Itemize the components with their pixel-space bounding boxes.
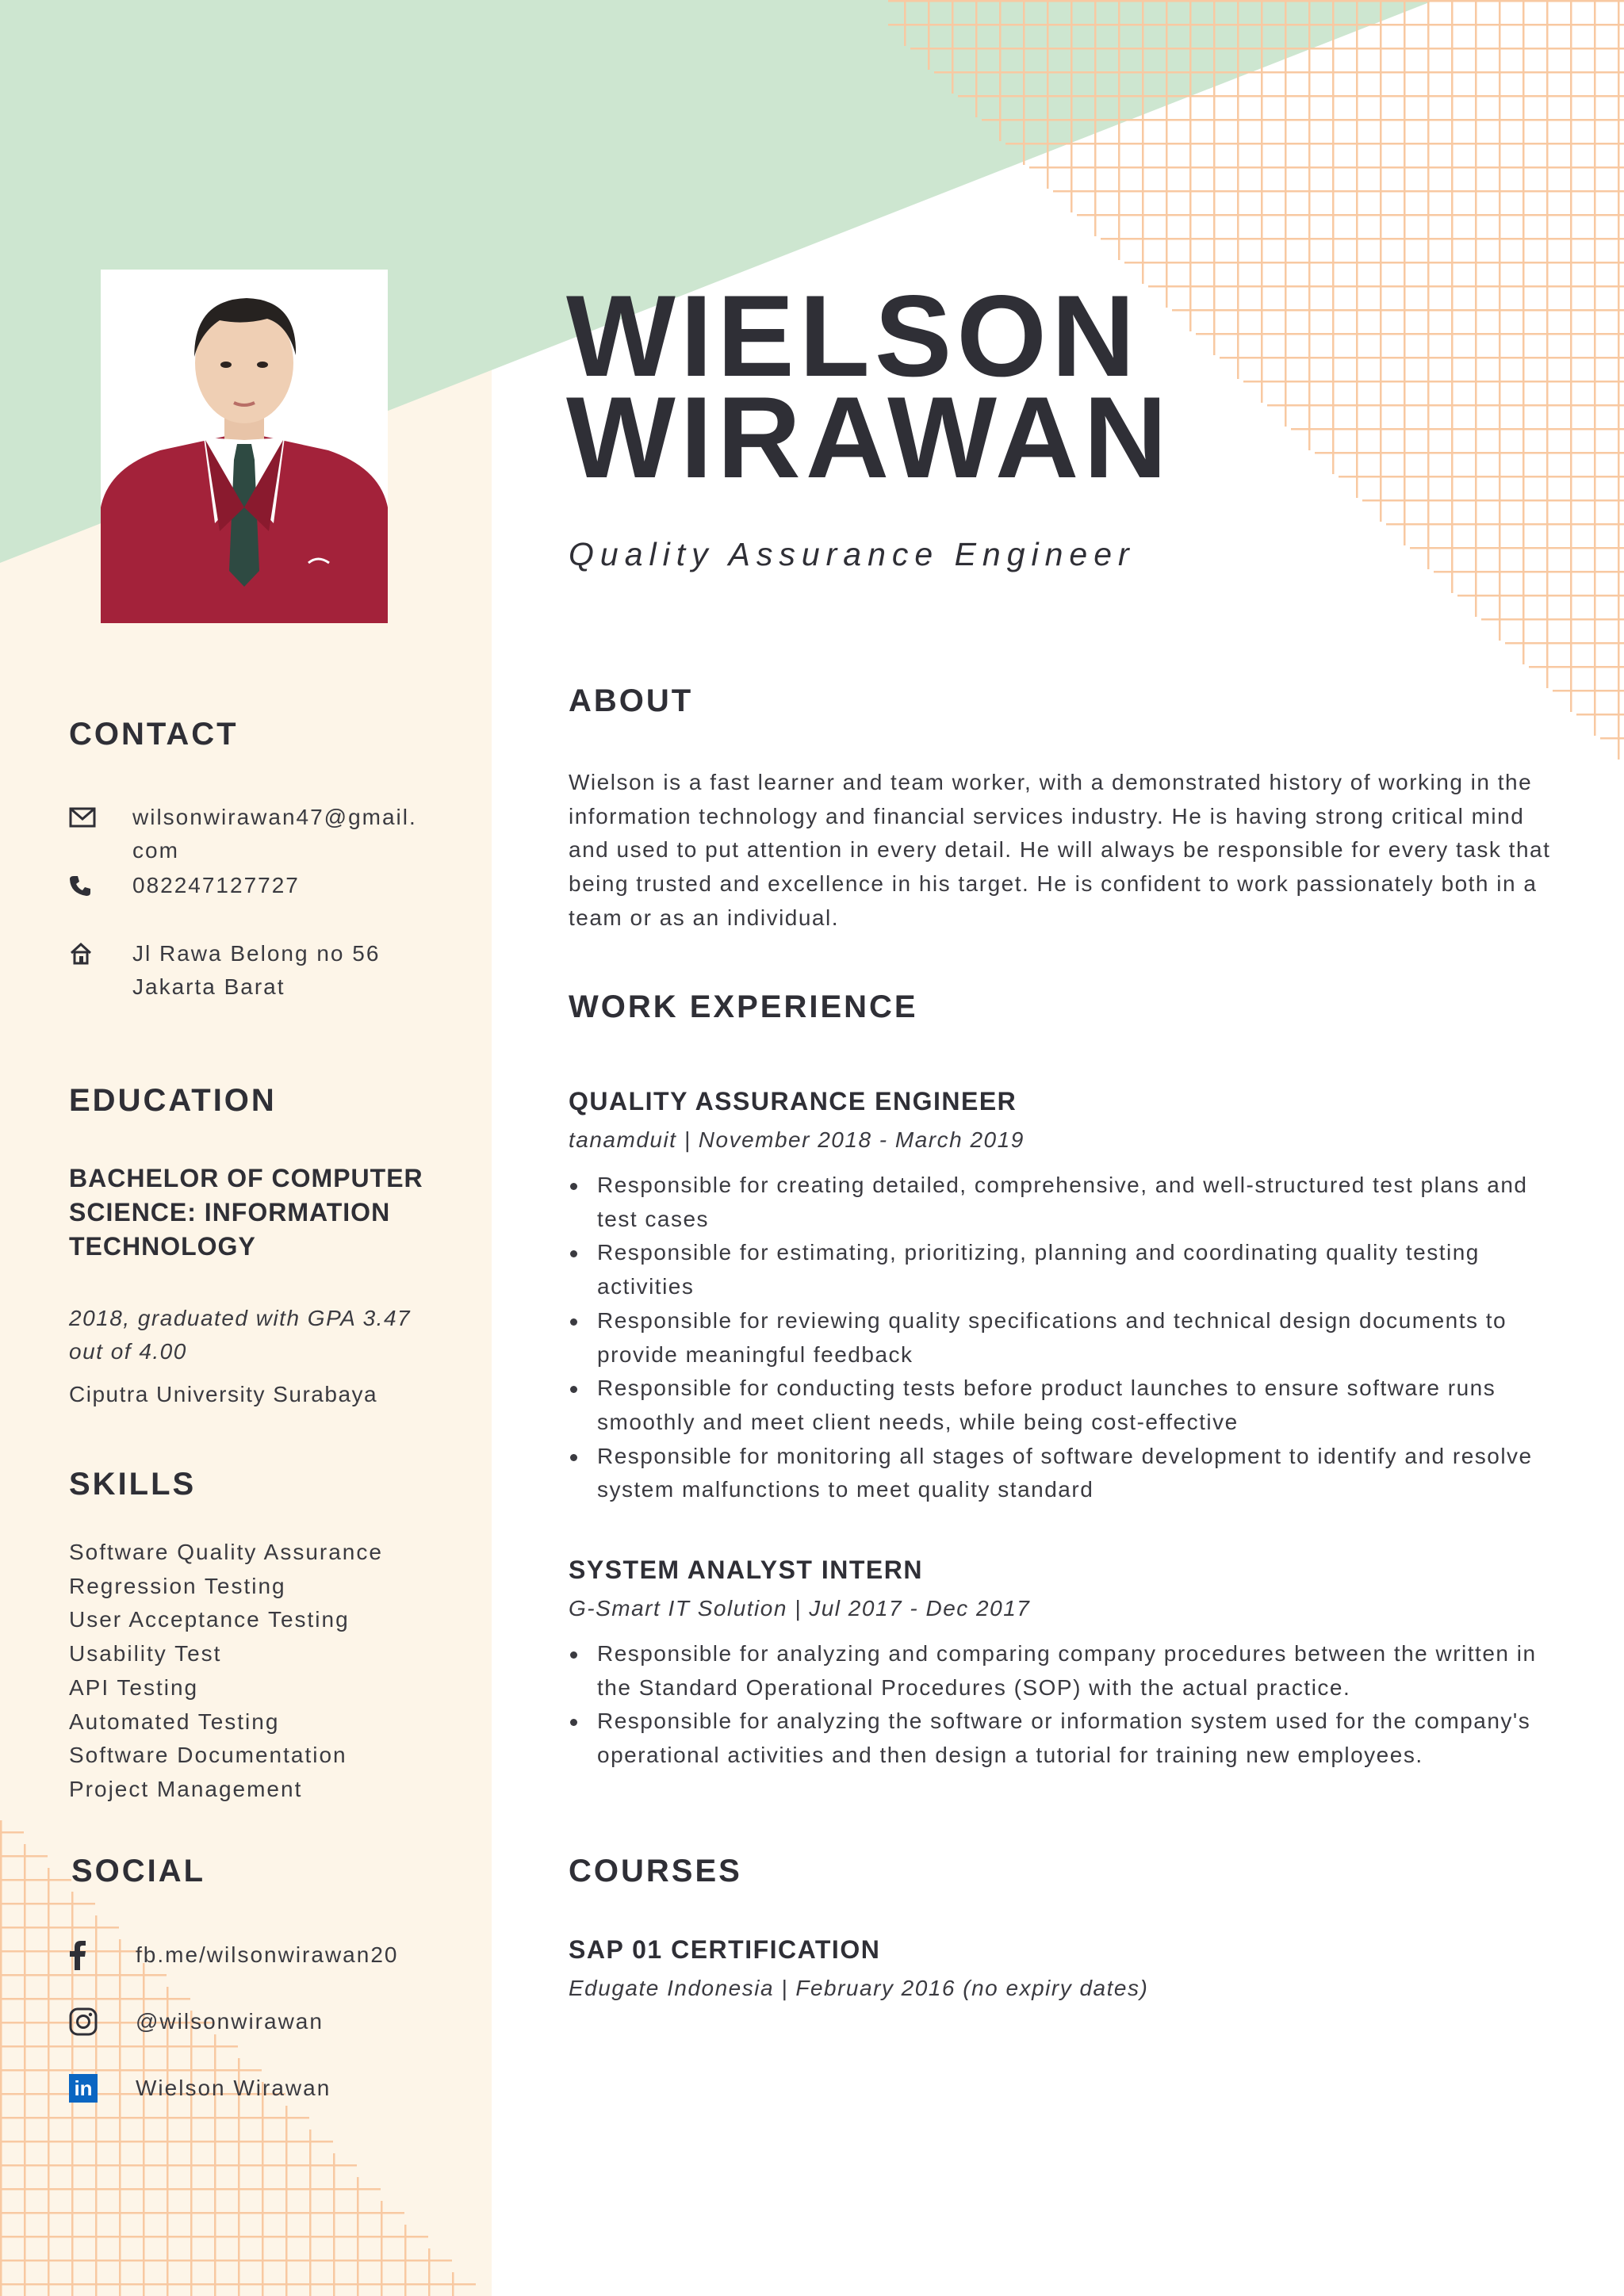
- contact-email[interactable]: [69, 801, 426, 867]
- job-1-meta: tanamduit | November 2018 - March 2019: [569, 1127, 1025, 1152]
- about-heading: ABOUT: [569, 683, 694, 718]
- job-2-bullets: [569, 1637, 1560, 1773]
- social-instagram[interactable]: [69, 2004, 324, 2039]
- phone-icon: [69, 869, 132, 902]
- work-experience-heading: WORK EXPERIENCE: [569, 989, 918, 1024]
- skill-item: Software Quality Assurance: [69, 1540, 383, 1564]
- facebook-text: fb.me/wilsonwirawan20: [136, 1942, 399, 1967]
- social-facebook[interactable]: [69, 1938, 398, 1973]
- instagram-icon: [69, 2004, 136, 2039]
- skill-item: API Testing: [69, 1674, 199, 1700]
- skills-list: [69, 1536, 383, 1807]
- job-2-meta: G-Smart IT Solution | Jul 2017 - Dec 2017: [569, 1596, 1031, 1621]
- contact-phone[interactable]: [69, 869, 300, 902]
- job-bullet: Responsible for monitoring all stages of software development to identify and resolve system malfunctions to meet quality standard: [569, 1440, 1560, 1507]
- skill-item: Regression Testing: [69, 1573, 286, 1598]
- skill-item: Project Management: [69, 1776, 303, 1801]
- email-text: wilsonwirawan47@gmail.com: [132, 805, 417, 863]
- profile-photo: [101, 270, 388, 623]
- social-heading: SOCIAL: [71, 1854, 206, 1888]
- job-1-bullets: [569, 1169, 1560, 1507]
- job-title: Quality Assurance Engineer: [569, 536, 1136, 572]
- name-line-2: WIRAWAN: [566, 373, 1172, 502]
- linkedin-icon: [69, 2071, 136, 2106]
- job-bullet: Responsible for creating detailed, comprehensive, and well-structured test plans and test cases: [569, 1169, 1560, 1236]
- job-2-title: SYSTEM ANALYST INTERN: [569, 1556, 923, 1584]
- facebook-icon: [69, 1938, 136, 1973]
- phone-text: 082247127727: [132, 873, 300, 897]
- name-line-1: WIELSON: [566, 271, 1140, 400]
- mail-icon: [69, 801, 132, 834]
- address-text: Jl Rawa Belong no 56 Jakarta Barat: [132, 941, 381, 999]
- courses-heading: COURSES: [569, 1854, 742, 1888]
- instagram-text: @wilsonwirawan: [136, 2009, 324, 2034]
- bottom-left-grid-pattern: [0, 1820, 476, 2296]
- skill-item: Software Documentation: [69, 1743, 347, 1768]
- job-bullet: Responsible for conducting tests before product launches to ensure software runs smoothly and meet client needs, while being cost-effective: [569, 1372, 1560, 1439]
- job-bullet: Responsible for analyzing and comparing company procedures between the written in the Standard Operational Procedures (SOP) with the actual practice.: [569, 1637, 1560, 1705]
- job-bullet: Responsible for estimating, prioritizing, planning and coordinating quality testing activities: [569, 1236, 1560, 1303]
- skill-item: Usability Test: [69, 1641, 222, 1667]
- job-1-title: QUALITY ASSURANCE ENGINEER: [569, 1087, 1017, 1115]
- course-title: SAP 01 CERTIFICATION: [569, 1935, 881, 1964]
- linkedin-logo: in: [69, 2074, 98, 2103]
- skill-item: Automated Testing: [69, 1709, 280, 1734]
- education-heading: EDUCATION: [69, 1083, 277, 1118]
- job-bullet: Responsible for reviewing quality specifications and technical design documents to provide meaningful feedback: [569, 1304, 1560, 1372]
- linkedin-text: Wielson Wirawan: [136, 2076, 331, 2100]
- education-school: Ciputra University Surabaya: [69, 1382, 378, 1406]
- skills-heading: SKILLS: [69, 1467, 197, 1502]
- education-degree: BACHELOR OF COMPUTER SCIENCE: INFORMATION TECHNOLOGY: [69, 1164, 423, 1261]
- contact-heading: CONTACT: [69, 717, 239, 752]
- social-linkedin[interactable]: [69, 2071, 331, 2106]
- about-text: Wielson is a fast learner and team worker, with a demonstrated history of working in the information technology and financial services industry. He is having strong critical mind and used to put attention in every detail. He will always be responsible for every task that being trusted and excellence in his target. He is confident to work passionately both in a team or as an individual.: [569, 770, 1551, 930]
- skill-item: User Acceptance Testing: [69, 1607, 350, 1632]
- contact-address: [69, 937, 394, 1004]
- job-bullet: Responsible for analyzing the software or information system used for the company's operational activities and then design a tutorial for training new employees.: [569, 1705, 1560, 1772]
- course-meta: Edugate Indonesia | February 2016 (no expiry dates): [569, 1976, 1149, 2000]
- education-detail: 2018, graduated with GPA 3.47 out of 4.00: [69, 1306, 412, 1364]
- home-icon: [69, 937, 132, 970]
- candidate-name: [566, 271, 1172, 502]
